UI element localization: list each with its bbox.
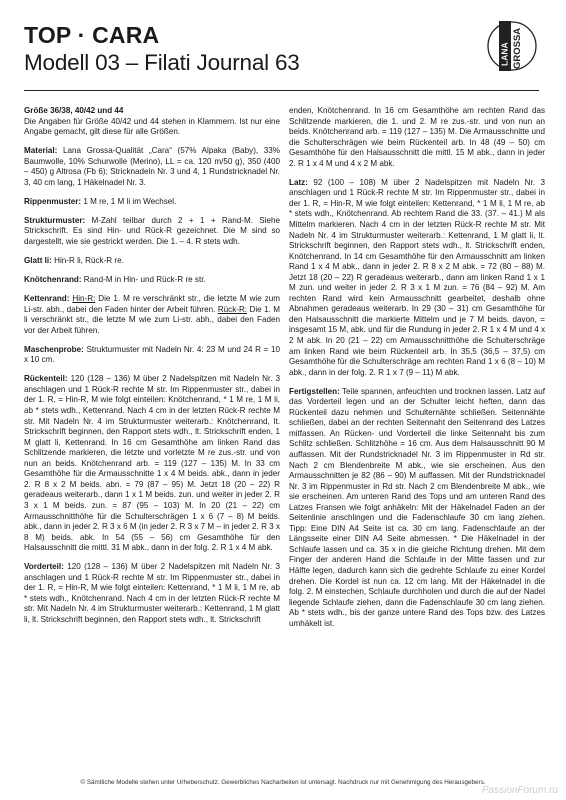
section-gauge: Maschenprobe: Strukturmuster mit Nadeln Nr. 4: 23 M und 24 R = 10 x 10 cm.: [24, 344, 280, 365]
logo-text-lana: LANA: [499, 42, 510, 66]
lana-grossa-logo: [487, 16, 537, 76]
page-subtitle: Modell 03 – Filati Journal 63: [24, 50, 300, 75]
section-bib: Latz: 92 (100 – 108) M über 2 Nadelspitzen mit Nadeln Nr. 3 anschlagen und 1 Rück-R rechte M str. Im Rippenmuster str., dabei in der 1. R, = Hin-R, M wie folgt einteilen: Kettenrand, * 1 M li, 1 M re, ab * stets wdh., Knötchenrand. Ab rechtem Rand die 33. (37. – 41.) M als Mittelm markieren. Nach 4 cm in der letzten Rück-R rechte M str. Mit Nadeln Nr. 4 im Strukturmuster weiterarb.: Kettenrand, 1 M glatt li, lt. Strickschrift beginnen, den Rapport stets wdh., lt. Strickschrift enden, Knötchenrand. In 14 cm Gesamthöhe für den Armausschnitt am linken Rand 1 x 4 M abk., dann in jeder 2. R 8 x 2 M abk. = 72 (80 – 88) M. Jetzt 18 (20 – 22) R geradeaus weiterarb., dann am linken Rand 1 x 1 M zun. und weiter in jeder 2. R 3 x 1 M zun. = 76 (84 – 92) M. Am rechten Rand wird kein Armausschnitt gearbeitet, deshalb ohne Abnahmen geradeaus weiterarb. In 29 (30 – 31) cm Gesamthöhe für den Halsausschnitt die markierte Mittelm und je 7 M beids. davon, = insgesamt 15 M, abk. und für die Rundung in jeder 2. R 1 x 4 M und 4 x 2 M abk. In 20 (21 – 22) cm Armausschnitthöhe die Schulterschräge am linken Rand wie beim Rückenteil arb. In 35,5 (36,5 – 37,5) cm Gesamthöhe für die Schulterschräge am rechten Rand 1 x 6 (8 – 10) M abk., dann in der folg. 2. R 1 x 7 (9 – 11) M abk.: [289, 177, 545, 377]
right-column: [289, 106, 545, 638]
watermark: PassionForum.ru: [481, 785, 558, 796]
section-reverse-stockinette: Glatt li: Hin-R li, Rück-R re.: [24, 256, 124, 266]
left-column: [24, 106, 280, 634]
section-finishing: Fertigstellen: Teile spannen, anfeuchten und trocknen lassen. Latz auf das Vorderteil legen und an der Schulter leicht heften, dann das Rückenteil dazu nehmen und Schulternähte schließen. Seitennähte schließen, dabei an der rechten Seitennaht den Seitenrand des Latzes mitfassen. An Rücken- und Vorderteil die linke Seitennaht bis zum Schlitz schließen. Schlitzhöhe = 16 cm. Aus dem Halsausschnitt 90 M auffassen. Mit der Rundstricknadel Nr. 3 im Rippenmuster in Rd str. Nach 2 cm Blendenbreite M abk., wie sie erscheinen. Aus den Armausschnitten je 82 (86 – 90) M auffassen. Mit der Rundstricknadel Nr. 3 im Rippenmuster in Rd str. Nach 2 cm Blendenbreite M abk., wie sie erscheinen. Am unteren Rand des Tops und am unteren Rand des Latzes Fransen wie folgt anhäkeln: Mit der Häkelnadel Faden an der Seitenlinie anschlingen und die Fadenschlaufe 30 cm lang ziehen. Tipp: Eine DIN A4 Seite ist ca. 30 cm lang. Fadenschlaufe an der Längsseite einer DIN A4 Seite abmessen. * Die Häkelnadel in der Schlaufe lassen und ca. 35 x in die gleiche Richtung drehen. Mit dem Finger der anderen Hand die Schlaufe in der Mitte fassen und zur Hälfte legen, dadurch kann sich die gedrehte Schlaufe zu einer Kordel drehen. Die Kordel ist nun ca. 12 cm lang. Mit der Häkelnadel in die folg. 2. M einstechen, Schlaufe durchholen und durch die auf der Nadel liegende Schlaufe ziehen, dann die Fadenschlaufe 30 cm lang ziehen. Ab * stets wdh., bis der ganze untere Rand des Tops bzw. des Latzes umhäkelt ist.: [289, 386, 545, 628]
section-structure-pattern: Strukturmuster: M-Zahl teilbar durch 2 + 1 + Rand-M. Siehe Strickschrift. Es sind Hin- und Rück-R gezeichnet. Die M sind so dargestellt, wie sie gestrickt werden. Die 1. – 4. R stets wdh.: [24, 215, 280, 246]
logo-text-grossa: GROSSA: [512, 27, 523, 69]
page-title: TOP · CARA: [24, 22, 160, 48]
section-rib-pattern: Rippenmuster: 1 M re, 1 M li im Wechsel.: [24, 196, 177, 206]
section-front-continued: enden, Knötchenrand. In 16 cm Gesamthöhe am rechten Rand das Schlitzende markieren, die 1. und 2. M re zus.-str. und von nun an beids. Knötchenrand arb. = 119 (127 – 135) M. Die Armausschnitte und die Schulterschrägen wie beim Rückenteil arb. In 48 (49 – 50) cm Gesamthöhe für den Halsausschnitt die mittl. 15 M abk., dann in jeder 2. R 1 x 4 M und 4 x 2 M abk.: [289, 106, 545, 168]
section-material: Material: Lana Grossa-Qualität „Cara“ (57% Alpaka (Baby), 33% Baumwolle, 10% Schurwolle (Merino), LL = ca. 120 m/50 g), 350 (400 – 450) g Altrosa (Fb 6); Stricknadeln Nr. 3 und 4, 1 Rundstricknadel Nr. 3, 40 cm lang, 1 Häkelnadel Nr. 3.: [24, 146, 280, 187]
section-knot-edge: Knötchenrand: Rand-M in Hin- und Rück-R re str.: [24, 275, 206, 285]
copyright-footer: © Sämtliche Modelle stehen unter Urheberschutz. Gewerbliches Nacharbeiten ist untersagt. Nachdruck nur mit Genehmigung des Herausgebers.: [80, 779, 486, 786]
section-chain-edge: Kettenrand: Hin-R: Die 1. M re verschränkt str., die letzte M wie zum Li-str. abh., dabei den Faden hinter der Arbeit führen. Rück-R: Die 1. M li verschränkt str., die letzte M wie zum Li-str. abh., dabei den Faden vor der Arbeit führen.: [24, 294, 280, 335]
header-divider: [24, 90, 539, 91]
section-back: Rückenteil: 120 (128 – 136) M über 2 Nadelspitzen mit Nadeln Nr. 3 anschlagen und 1 Rück-R rechte M str. Im Rippenmuster str., dabei in der 1. R, = Hin-R, M wie folgt einteilen: Knötchenrand, * 1 M re, 1 M li, ab * stets wdh., Kettenrand. Nach 4 cm in der letzten Rück-R rechte M str. Mit Nadeln Nr. 4 im Strukturmuster weiterarb.: Knötchenrand, lt. Strickschrift beginnen, den Rapport stets wdh., lt. Strickschrift enden, 1 M glatt li, Kettenrand. In 16 cm Gesamthöhe am linken Rand das Schlitzende markieren, die letzte und vorletzte M re zus.-str. und von nun an beids. Knötchenrand arb. = 119 (127 – 135) M. In 33 cm Gesamthöhe für die Armausschnitte 1 x 4 M beids. abk., dann in jeder 2. R 8 x 2 M beids. abn. = 79 (87 – 95) M. Jetzt 18 (20 – 22) R geradeaus weiterarb., dann 1 x 1 M beids. zun. und weiter in jeder 2. R 3 x 1 M beids. zun. = 87 (95 – 103) M. In 20 (21 – 22) cm Armausschnitthöhe für die Schulterschrägen 1 x 6 (7 – 8) M beids. abk., dann in jeder 2. R 3 x 6 M (in jeder 2. R 3 x 7 M – in jeder 2. R 3 x 8 M) beids. abk. In 54 (55 – 56) cm Gesamthöhe für den Halsausschnitt die mittl. 31 M abk., dann in der folg. 2. R 1 x 4 M abk.: [24, 374, 280, 553]
section-size: Größe 36/38, 40/42 und 44 Die Angaben für Größe 40/42 und 44 stehen in Klammern. Ist nur eine Angabe gemacht, gilt diese für alle Größen.: [24, 106, 280, 137]
section-front: Vorderteil: 120 (128 – 136) M über 2 Nadelspitzen mit Nadeln Nr. 3 anschlagen und 1 Rück-R rechte M str. Im Rippenmuster str., dabei in der 1. R, = Hin-R, M wie folgt einteilen: Kettenrand, * 1 M li, 1 M re, ab * stets wdh., Knötchenrand. Nach 4 cm in der letzten Rück-R rechte M str. Mit Nadeln Nr. 4 im Strukturmuster weiterarb.: Kettenrand, 1 M glatt li, lt. Strickschrift beginnen, den Rapport stets wdh., lt. Strickschrift: [24, 562, 280, 624]
